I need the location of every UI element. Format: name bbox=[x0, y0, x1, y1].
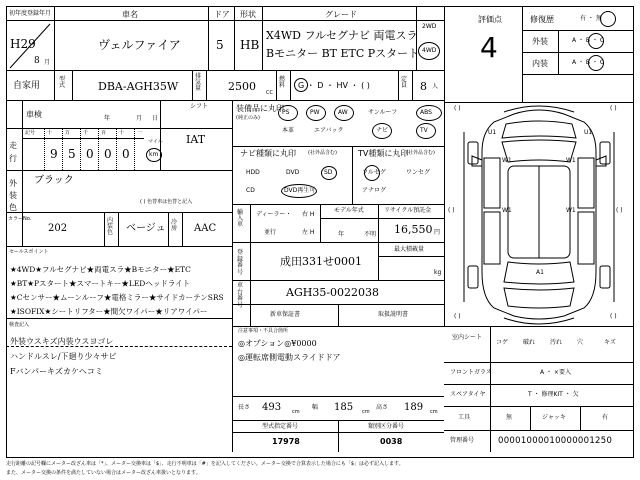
drive-2wd: 2WD bbox=[422, 23, 437, 30]
footer-line-2: また、メーター交換の条件を満たしていない場合はメーター改ざん車扱いとなります。 bbox=[6, 470, 201, 476]
notes-line-2: ◎運転席側電動スライドドア bbox=[238, 353, 341, 362]
width-unit: cm bbox=[362, 409, 370, 415]
seat-option: 穴 bbox=[577, 339, 584, 346]
class-value: 0038 bbox=[380, 437, 403, 446]
height-label: 高さ bbox=[376, 404, 389, 411]
frame-label: 車台番号 bbox=[237, 282, 244, 309]
damage-mark: W1 bbox=[502, 207, 512, 214]
equipment-item: エアバック bbox=[314, 127, 344, 134]
cc-unit: CC bbox=[266, 90, 273, 96]
glass-options: A ・ ×要入 bbox=[540, 369, 571, 376]
sales-line: ★ISOFIX★シートリフター★間欠ワイパー★リアワイパー bbox=[10, 307, 208, 316]
damage-mark: A1 bbox=[536, 269, 544, 276]
capacity-value: 8 bbox=[420, 80, 427, 93]
color-no-label: カラーNo. bbox=[8, 216, 32, 222]
recycle-yen: 円 bbox=[434, 229, 441, 236]
navi-item: DVD bbox=[286, 169, 300, 176]
spare-options: T ・ 修理KIT ・ 欠 bbox=[528, 391, 579, 398]
sales-line: ★4WD★フルセグナビ★両電スラ★Bモニター★ETC bbox=[10, 265, 191, 274]
plate-label: 登録番号 bbox=[237, 249, 244, 276]
seat-option: 汚れ bbox=[550, 339, 563, 346]
digit-divider bbox=[62, 128, 63, 170]
type-cert-value: 17978 bbox=[272, 437, 300, 446]
manual-label: 取扱説明書 bbox=[378, 311, 409, 318]
digit-label: 一 bbox=[137, 130, 143, 136]
shape-label: 形状 bbox=[240, 10, 256, 19]
navi-item: DVD再生可 bbox=[284, 187, 316, 194]
sales-points bbox=[10, 263, 224, 319]
notes-line-1: ◎オプション◎¥0000 bbox=[238, 339, 317, 348]
damage-mark: U1 bbox=[488, 129, 497, 136]
capacity-label: 定員 bbox=[401, 76, 408, 89]
damage-mark: W1 bbox=[566, 157, 576, 164]
bracket-mark: ( ) bbox=[610, 313, 617, 320]
mileage-digit: 0 bbox=[86, 147, 94, 161]
tv-item: ワンセグ bbox=[406, 169, 431, 176]
tv-item: アナログ bbox=[362, 187, 387, 194]
equipment-item: TV bbox=[420, 127, 428, 134]
use-type: 自家用 bbox=[13, 81, 41, 91]
mileage-digit: 9 bbox=[50, 147, 58, 161]
footer-line-1: 走行距離の記号欄にメーター改ざん車は「*」、メーター交換車は「$」、走行不明車は「#」を記入してください。メーター交換で合算表示した場合にも「$」は必ず記入します。 bbox=[6, 461, 404, 467]
digit-label: 記号 bbox=[25, 130, 36, 136]
color-no-value: 202 bbox=[48, 223, 68, 234]
navi-item: CD bbox=[246, 187, 255, 194]
first-reg-month: 8 bbox=[34, 56, 40, 66]
length-unit: cm bbox=[292, 409, 300, 415]
bracket-mark: ( ) bbox=[454, 105, 461, 112]
max-load-unit: kg bbox=[434, 269, 442, 276]
width-label: 幅 bbox=[312, 404, 319, 411]
repair-options: 有 ・ 無 bbox=[580, 15, 602, 22]
digit-label: 十 bbox=[119, 130, 125, 136]
drive-4wd: 4WD bbox=[422, 47, 437, 54]
glass-label: フロントガラス bbox=[450, 369, 492, 376]
damage-mark: W1 bbox=[502, 157, 512, 164]
inspector-line: ハンドルスレ/下廻り少々サビ bbox=[10, 352, 117, 361]
management-label: 管理番号 bbox=[450, 437, 475, 444]
equipment-item: AW bbox=[338, 109, 348, 116]
max-load-label: 最大積載量 bbox=[394, 246, 425, 253]
bracket-mark: ( ) bbox=[616, 207, 623, 214]
mileage-digit: 5 bbox=[68, 147, 76, 161]
displacement-label: 排気量 bbox=[195, 73, 202, 92]
digit-label: 百 bbox=[101, 130, 107, 136]
shift-label: シフト bbox=[190, 103, 209, 110]
inspector-notes bbox=[10, 334, 116, 379]
navi-title: ナビ種類に丸印 bbox=[240, 149, 296, 158]
bracket-mark: ( ) bbox=[454, 313, 461, 320]
digit-divider bbox=[44, 128, 45, 170]
import-right: 右 H bbox=[302, 211, 315, 218]
inspection-day-unit: 日 bbox=[152, 115, 159, 122]
equipment-item: 本革 bbox=[282, 127, 295, 134]
equipment-subtitle: (純正のみ) bbox=[236, 115, 260, 121]
damage-mark: W1 bbox=[566, 207, 576, 214]
spare-label: スペアタイヤ bbox=[450, 391, 486, 398]
digit-label: 十 bbox=[47, 130, 53, 136]
equipment-item: PW bbox=[310, 109, 320, 116]
inspector-line: 外装ウスキズ内装ウスヨゴレ bbox=[10, 337, 114, 346]
car-name-label: 車名 bbox=[122, 10, 138, 19]
inspection-year-unit: 年 bbox=[104, 115, 111, 122]
tv-item: フルセグ bbox=[362, 169, 386, 176]
frame-value: AGH35-0022038 bbox=[286, 286, 380, 299]
tools-value: 無 bbox=[506, 414, 513, 421]
length-label: 長さ bbox=[238, 404, 251, 411]
doors-label: ドア bbox=[214, 10, 230, 19]
bracket-mark: ( ) bbox=[448, 207, 455, 214]
shift-value: IAT bbox=[186, 133, 206, 146]
navi-item: HDD bbox=[246, 169, 260, 176]
recycle-label: リサイクル預託金 bbox=[384, 207, 432, 214]
width-value: 185 bbox=[334, 402, 354, 413]
class-label: 類別区分番号 bbox=[368, 423, 405, 430]
sales-line: ★Cセンサー★ムーンルーフ★電格ミラー★サイドカーテンSRS bbox=[10, 293, 224, 302]
length-value: 493 bbox=[262, 402, 282, 413]
damage-mark: U1 bbox=[584, 129, 593, 136]
interior-seat-label: 室内シート bbox=[452, 334, 483, 341]
interior-color-label: 内装色 bbox=[107, 217, 114, 236]
management-value: 00001000010000001250 bbox=[498, 436, 613, 446]
first-reg-year: H29 bbox=[10, 37, 36, 51]
exterior-color-label: 外装色 bbox=[9, 179, 17, 212]
height-unit: cm bbox=[430, 409, 438, 415]
tv-title: TV種類に丸印 bbox=[358, 149, 409, 158]
navi-note: (社外品含む) bbox=[308, 150, 337, 156]
equipment-item: ABS bbox=[420, 109, 432, 116]
mileage-digit: 0 bbox=[104, 147, 112, 161]
model-year-label: モデル年式 bbox=[334, 207, 364, 214]
equipment-item: PS bbox=[282, 109, 290, 116]
equipment-title: 装備品に丸印 bbox=[236, 104, 284, 113]
interior-options: A ・ B ・ C bbox=[572, 59, 605, 66]
type-cert-label: 型式指定番号 bbox=[262, 423, 299, 430]
model-label: 型式 bbox=[59, 76, 66, 89]
sales-points-title: セールスポイント bbox=[9, 249, 49, 255]
tv-note: (社外品含む) bbox=[406, 150, 435, 156]
digit-label: 千 bbox=[83, 130, 89, 136]
grade-label: グレード bbox=[325, 10, 357, 19]
tools-label: 工具 bbox=[458, 414, 471, 421]
sales-line: ★BT★Pスタート★スマートキー★LEDヘッドライト bbox=[10, 279, 191, 288]
navi-item: SD bbox=[324, 169, 333, 176]
repair-none-circle bbox=[600, 11, 616, 27]
inspector-line: Fバンパーキズカケヘコミ bbox=[10, 367, 103, 376]
fuel-label: 燃料 bbox=[279, 76, 286, 89]
interior-color-value: ベージュ bbox=[126, 223, 166, 234]
equipment-item: サンルーフ bbox=[368, 109, 398, 116]
seat-option: キズ bbox=[604, 339, 616, 346]
mile-label: マイル bbox=[148, 139, 163, 145]
car-name: ヴェルファイア bbox=[98, 38, 181, 52]
import-dealer: ディーラー・ bbox=[256, 211, 292, 218]
digit-divider bbox=[116, 128, 117, 170]
car-body-diagram bbox=[444, 102, 634, 326]
warranty-label: 新車保証書 bbox=[270, 311, 301, 318]
bracket-mark: ( ) bbox=[610, 105, 617, 112]
km-label: km bbox=[149, 151, 159, 158]
grade-line-1: X4WD フルセグナビ 両電スラ bbox=[266, 29, 418, 42]
height-value: 189 bbox=[404, 402, 424, 413]
import-parallel: 並行 bbox=[264, 229, 277, 236]
score-value: 4 bbox=[480, 31, 498, 64]
digit-label: 万 bbox=[65, 130, 71, 136]
import-label: 輸入車 bbox=[237, 209, 244, 228]
digit-divider bbox=[134, 128, 135, 170]
first-reg-label: 初年度登録年月 bbox=[9, 10, 52, 17]
ac-value: AAC bbox=[194, 223, 217, 234]
inspector-title: 検査記入 bbox=[9, 322, 30, 328]
seat-option: コゲ bbox=[496, 339, 509, 346]
repair-label: 修復歴 bbox=[530, 15, 554, 24]
equipment-item: ナビ bbox=[376, 127, 389, 134]
exterior-color-value: ブラック bbox=[34, 175, 74, 186]
exterior-options: A ・ B ・ C bbox=[572, 37, 605, 44]
digit-divider bbox=[80, 128, 81, 170]
model-code: DBA-AGH35W bbox=[98, 80, 179, 93]
capacity-unit: 人 bbox=[432, 83, 439, 90]
digit-divider bbox=[98, 128, 99, 170]
fuel-options: G ・ D ・ HV ・ ( ) bbox=[298, 81, 370, 90]
seat-option: 破れ bbox=[523, 339, 536, 346]
interior-label: 内装 bbox=[532, 59, 548, 68]
jack-label: ジャッキ bbox=[542, 414, 566, 421]
inspection-month-unit: 月 bbox=[136, 115, 143, 122]
import-left: 左 H bbox=[302, 229, 315, 236]
recycle-value: 16,550 bbox=[394, 223, 433, 236]
plate-value: 成田331せ0001 bbox=[280, 255, 362, 268]
color-note: ( ) 色替車は色替と記入 bbox=[140, 199, 193, 205]
month-unit: 月 bbox=[44, 59, 51, 66]
grade-line-2: Bモニター BT ETC Pスタート bbox=[266, 47, 420, 60]
model-year-unit: 年 bbox=[338, 231, 345, 238]
shape-value: HB bbox=[240, 38, 260, 52]
jack-value: 有 bbox=[602, 414, 609, 421]
model-year-unknown: 不明 bbox=[364, 231, 377, 238]
mileage-label: 走行 bbox=[9, 141, 17, 163]
doors-value: 5 bbox=[216, 38, 224, 52]
inspection-label: 車検 bbox=[26, 110, 42, 119]
mileage-digit: 0 bbox=[122, 147, 130, 161]
ac-label: 冷房 bbox=[171, 219, 178, 232]
displacement-value: 2500 bbox=[228, 80, 256, 93]
notes-title: 注意事項・不具合箇所 bbox=[238, 328, 289, 334]
score-label: 評価点 bbox=[478, 15, 502, 24]
exterior-label: 外装 bbox=[532, 37, 548, 46]
